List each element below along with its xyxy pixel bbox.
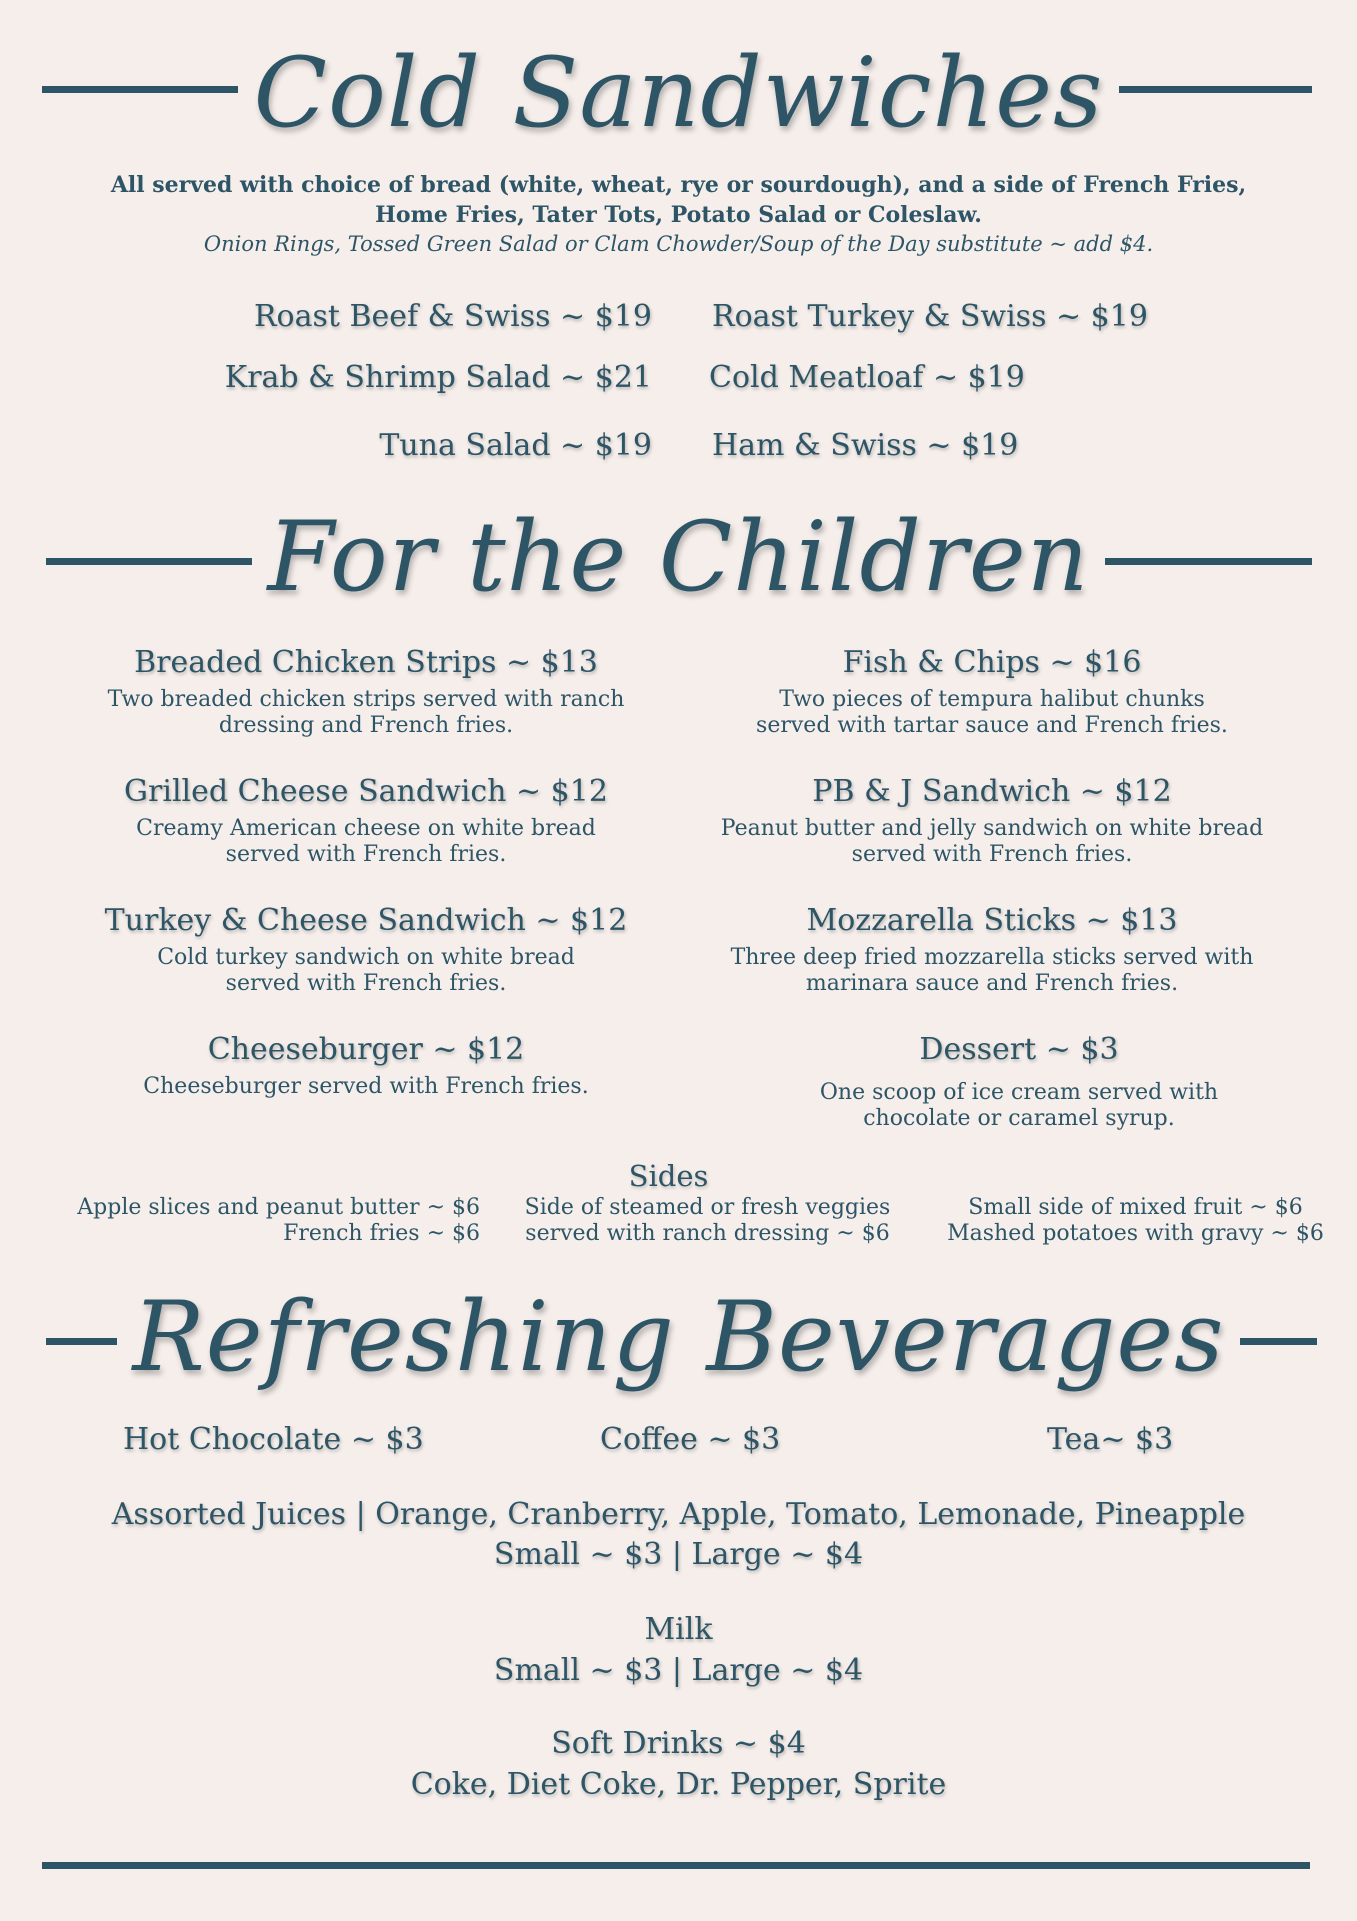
item-description: Cold turkey sandwich on white bread xyxy=(157,945,575,970)
kids-item-chicken-strips xyxy=(66,643,666,739)
item-name: Dessert ~ $3 xyxy=(919,1032,1119,1067)
item-name: Mozzarella Sticks ~ $13 xyxy=(806,903,1178,938)
intro-text: Home Fries, Tater Tots, Potato Salad or Coleslaw. xyxy=(375,202,982,228)
menu-item: Tuna Salad ~ $19 xyxy=(379,428,652,463)
menu-item: Cold Meatloaf ~ $19 xyxy=(709,360,1025,395)
kids-item-cheeseburger xyxy=(66,1030,666,1100)
beverage-tea: Tea~ $3 xyxy=(1047,1422,1174,1457)
beverage-coffee: Coffee ~ $3 xyxy=(600,1422,781,1457)
item-description: Creamy American cheese on white bread xyxy=(136,816,596,841)
side-item: Small side of mixed fruit ~ $6 xyxy=(968,1195,1303,1220)
intro-text: All served with choice of bread (white, wheat, rye or sourdough), and a side of French Fries, xyxy=(110,172,1247,198)
item-description: Three deep fried mozzarella sticks served with xyxy=(730,945,1254,970)
menu-item: Roast Turkey & Swiss ~ $19 xyxy=(712,299,1148,334)
kids-item-turkey-cheese xyxy=(66,901,666,997)
kids-item-pbj xyxy=(692,772,1292,868)
item-description: dressing and French fries. xyxy=(218,713,514,738)
item-description: One scoop of ice cream served with xyxy=(819,1080,1219,1105)
item-description: marinara sauce and French fries. xyxy=(805,971,1179,996)
substitute-note: Onion Rings, Tossed Green Salad or Clam Chowder/Soup of the Day substitute ~ add $4. xyxy=(203,232,1154,256)
section-title-beverages: Refreshing Beverages xyxy=(0,1282,1357,1392)
beverage-hot-chocolate: Hot Chocolate ~ $3 xyxy=(123,1422,424,1457)
item-description: Two breaded chicken strips served with ranch xyxy=(107,687,625,712)
item-description: served with French fries. xyxy=(225,971,507,996)
side-item: Side of steamed or fresh veggies xyxy=(524,1195,891,1220)
kids-item-grilled-cheese xyxy=(66,772,666,868)
item-description: served with tartar sauce and French fries. xyxy=(756,713,1228,738)
beverage-juices: Assorted Juices | Orange, Cranberry, Apple, Tomato, Lemonade, Pineapple xyxy=(111,1497,1246,1532)
sides-heading: Sides xyxy=(628,1159,709,1193)
side-item: Apple slices and peanut butter ~ $6 xyxy=(77,1195,480,1220)
item-name: PB & J Sandwich ~ $12 xyxy=(812,774,1172,809)
side-item: served with ranch dressing ~ $6 xyxy=(525,1221,890,1246)
bottom-divider-line xyxy=(42,1862,1310,1869)
beverage-soft-drinks-list: Coke, Diet Coke, Dr. Pepper, Sprite xyxy=(410,1767,947,1802)
beverage-milk: Milk xyxy=(644,1612,713,1647)
item-name: Turkey & Cheese Sandwich ~ $12 xyxy=(104,903,628,938)
item-description: served with French fries. xyxy=(225,842,507,867)
beverage-soft-drinks: Soft Drinks ~ $4 xyxy=(551,1726,806,1761)
section-title-children: For the Children xyxy=(0,502,1357,612)
item-description: served with French fries. xyxy=(851,842,1133,867)
item-name: Grilled Cheese Sandwich ~ $12 xyxy=(124,774,608,809)
item-name: Cheeseburger ~ $12 xyxy=(207,1032,525,1067)
side-item: French fries ~ $6 xyxy=(283,1221,480,1246)
item-description: Peanut butter and jelly sandwich on white bread xyxy=(720,816,1264,841)
item-description: Two pieces of tempura halibut chunks xyxy=(779,687,1205,712)
kids-item-dessert xyxy=(719,1030,1319,1132)
menu-item: Krab & Shrimp Salad ~ $21 xyxy=(224,360,652,395)
item-description: Cheeseburger served with French fries. xyxy=(143,1074,589,1099)
menu-item: Roast Beef & Swiss ~ $19 xyxy=(253,299,652,334)
menu-item: Ham & Swiss ~ $19 xyxy=(712,428,1019,463)
kids-item-mozzarella xyxy=(692,901,1292,997)
beverage-milk-price: Small ~ $3 | Large ~ $4 xyxy=(493,1653,864,1688)
item-name: Fish & Chips ~ $16 xyxy=(842,645,1142,680)
item-name: Breaded Chicken Strips ~ $13 xyxy=(134,645,598,680)
beverage-juices-price: Small ~ $3 | Large ~ $4 xyxy=(493,1537,864,1572)
item-description: chocolate or caramel syrup. xyxy=(863,1106,1175,1131)
section-title-cold-sandwiches: Cold Sandwiches xyxy=(0,38,1357,148)
side-item: Mashed potatoes with gravy ~ $6 xyxy=(947,1221,1324,1246)
kids-item-fish-chips xyxy=(692,643,1292,739)
